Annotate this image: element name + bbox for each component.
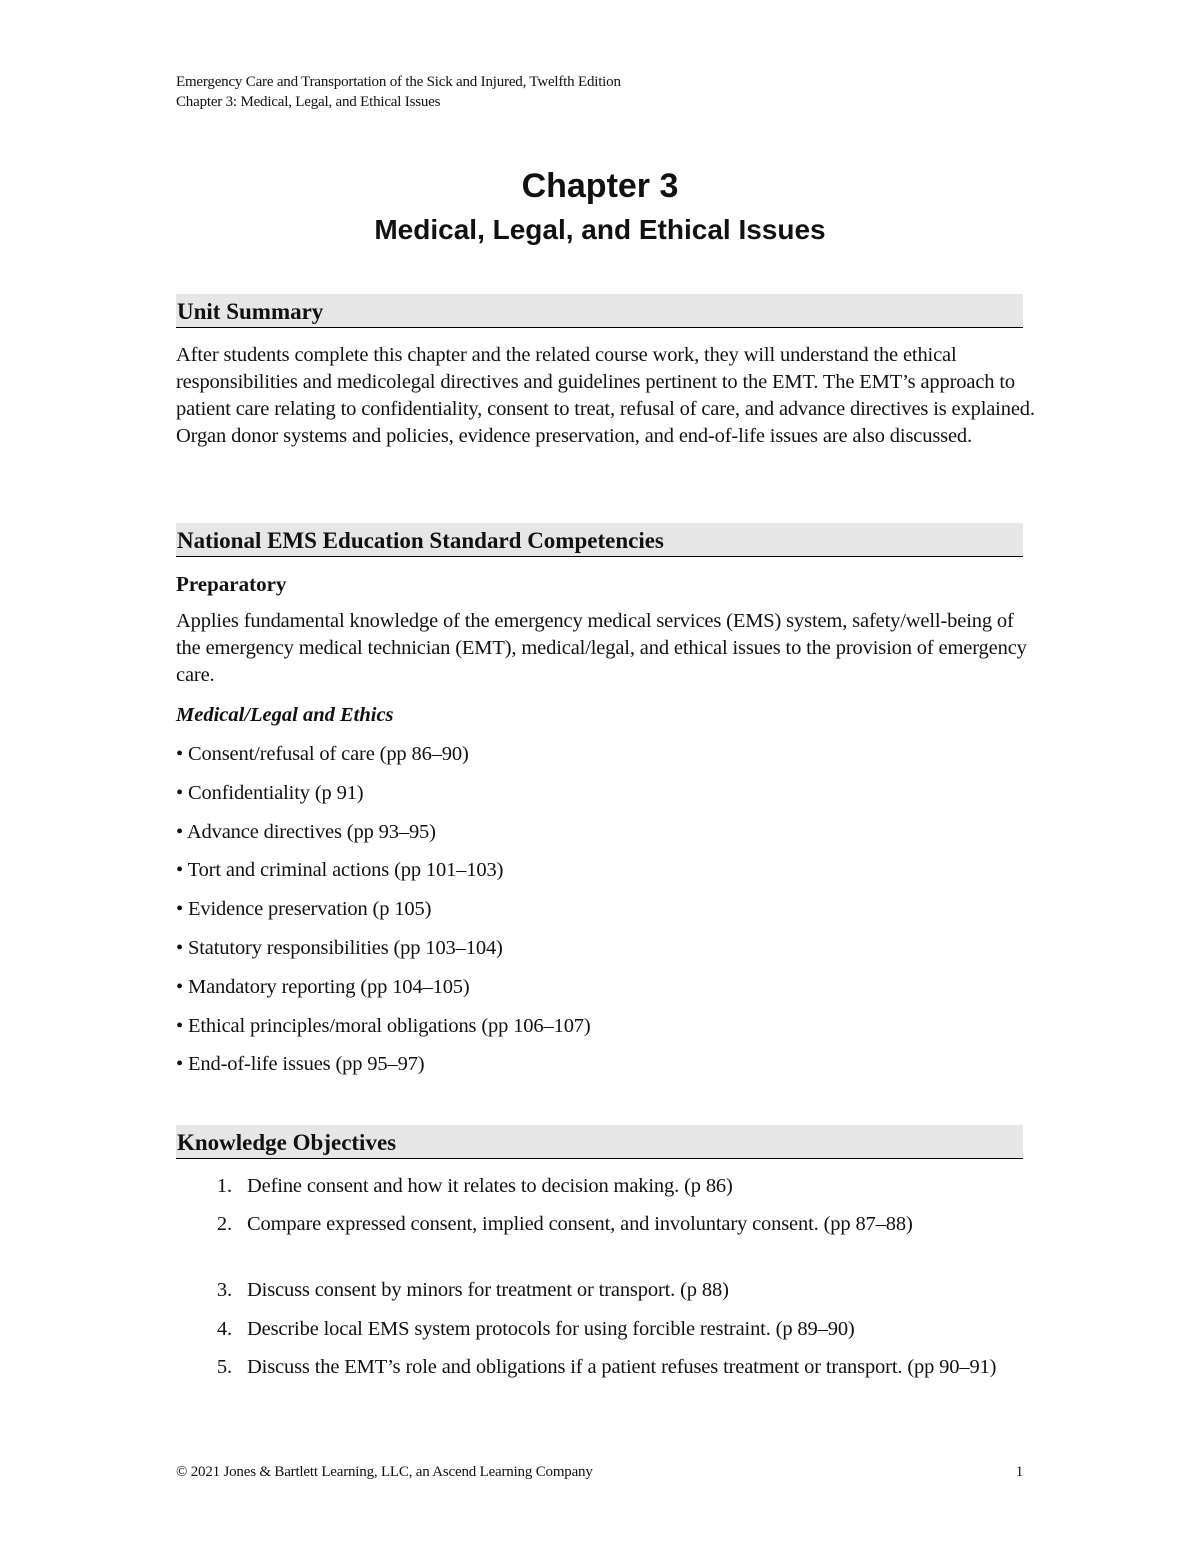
list-item-text: Discuss the EMT’s role and obligations if a patient refuses treatment or transport. (pp 90–91): [247, 1356, 997, 1378]
medical-legal-ethics-subheading: Medical/Legal and Ethics: [176, 704, 394, 726]
running-header: [176, 72, 621, 112]
unit-summary-body: After students complete this chapter and the related course work, they will understand the ethical responsibilities and medicolegal directives and guidelines pertinent to the EMT. The EMT’s approach to patient care relating to confidentiality, consent to treat, refusal of care, and advance directives is explained. Organ donor systems and policies, evidence preservation, and end-of-life issues are also discussed.: [176, 344, 1035, 447]
list-item-number: 2.: [216, 1213, 232, 1235]
list-item: • Advance directives (pp 93–95): [176, 820, 436, 843]
list-item: • Confidentiality (p 91): [176, 781, 364, 804]
competency-bullet-list: [176, 741, 591, 1090]
list-item: • Ethical principles/moral obligations (pp 106–107): [176, 1014, 591, 1037]
list-item: • Statutory responsibilities (pp 103–104): [176, 936, 503, 959]
running-header-book-title: Emergency Care and Transportation of the Sick and Injured, Twelfth Edition: [176, 74, 621, 90]
preparatory-body: Applies fundamental knowledge of the emergency medical services (EMS) system, safety/well-being of the emergency medical technician (EMT), medical/legal, and ethical issues to the provision of emergency care.: [176, 610, 1027, 686]
list-item-text: Define consent and how it relates to decision making. (p 86): [247, 1175, 733, 1197]
footer-copyright: © 2021 Jones & Bartlett Learning, LLC, an Ascend Learning Company: [176, 1464, 593, 1480]
preparatory-subheading: Preparatory: [176, 572, 287, 596]
chapter-number: Chapter 3: [521, 167, 679, 205]
list-item: • Mandatory reporting (pp 104–105): [176, 975, 470, 998]
unit-summary-heading: Unit Summary: [176, 294, 1023, 328]
chapter-title: Medical, Legal, and Ethical Issues: [374, 214, 826, 245]
knowledge-objectives-heading: Knowledge Objectives: [176, 1125, 1023, 1159]
page-footer: [176, 1462, 1023, 1482]
running-header-chapter: Chapter 3: Medical, Legal, and Ethical Issues: [176, 94, 441, 110]
list-item-text: Compare expressed consent, implied consent, and involuntary consent. (pp 87–88): [247, 1213, 913, 1235]
list-item: • End-of-life issues (pp 95–97): [176, 1053, 425, 1076]
list-item-text: Discuss consent by minors for treatment or transport. (p 88): [247, 1279, 729, 1301]
list-item-text: Describe local EMS system protocols for using forcible restraint. (p 89–90): [247, 1318, 855, 1340]
list-item: • Evidence preservation (p 105): [176, 898, 432, 921]
list-item-number: 5.: [216, 1356, 232, 1378]
competencies-heading: National EMS Education Standard Competencies: [176, 523, 1023, 557]
list-item: • Tort and criminal actions (pp 101–103): [176, 859, 504, 882]
page-number: 1: [1015, 1464, 1023, 1480]
list-item-number: 3.: [216, 1279, 232, 1301]
list-item-number: 1.: [216, 1175, 232, 1197]
list-item: • Consent/refusal of care (pp 86–90): [176, 743, 469, 765]
list-item-number: 4.: [216, 1318, 232, 1340]
